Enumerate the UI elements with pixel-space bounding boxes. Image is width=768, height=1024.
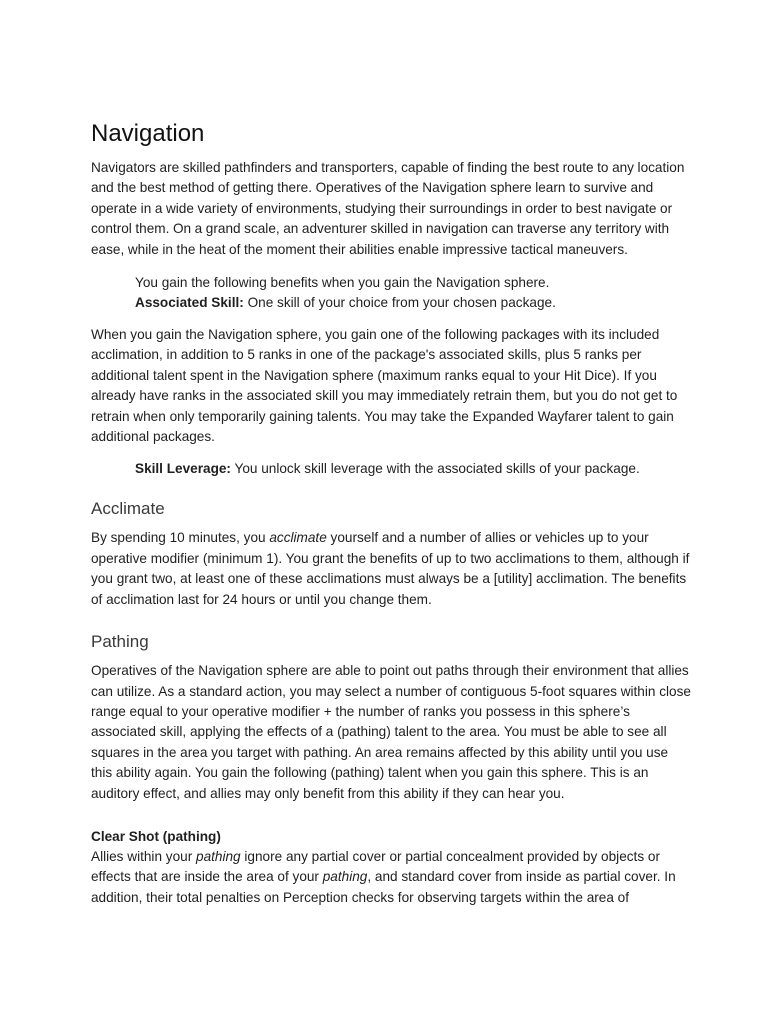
clear-shot-t1: Allies within your [91,848,197,864]
skill-leverage-line [91,459,691,479]
skill-leverage-text: You unlock skill leverage with the associated skills of your package. [230,461,640,477]
associated-skill-text: One skill of your choice from your chosen package. [243,295,556,311]
clear-shot-section [91,827,691,908]
clear-shot-title: Clear Shot (pathing) [91,828,221,844]
clear-shot-t3: , and standard cover from inside as partial cover. In addition, their total penalties on Perception checks for observing targets within the area of [91,869,676,905]
clear-shot-i2: pathing [322,869,368,885]
document-content [91,117,691,908]
benefits-line: You gain the following benefits when you gain the Navigation sphere. [135,275,550,291]
acclimate-heading: Acclimate [91,499,165,519]
intro-paragraph: Navigators are skilled pathfinders and transporters, capable of finding the best route to any location and the best method of getting there. Operatives of the Navigation sphere learn to survive and operate in a wide variety of environments, studying their surroundings in order to best navigate or control them. On a grand scale, an adventurer skilled in navigation can traverse any territory with ease, while in the heat of the moment their abilities enable impressive tactical maneuvers. [91,160,685,257]
page-title: Navigation [91,120,205,147]
acclimate-text-after: yourself and a number of allies or vehicles up to your operative modifier (minimum 1). You grant the benefits of up to two acclimations to them, although if you grant two, at least one of these acclimations must always be a [utility] acclimation. The benefits of acclimation last for 24 hours or until you change them. [91,530,690,607]
associated-skill-line [91,293,691,313]
clear-shot-paragraph [91,847,691,908]
benefits-block [91,273,691,313]
associated-skill-label: Associated Skill: [135,295,244,311]
skill-leverage-label: Skill Leverage: [135,461,231,477]
acclimate-italic: acclimate [269,530,327,546]
clear-shot-t2: ignore any partial cover or partial concealment provided by objects or effects that are inside the area of your [91,848,660,885]
pathing-heading: Pathing [91,632,149,652]
acclimate-text-before: By spending 10 minutes, you [91,530,270,546]
packages-paragraph: When you gain the Navigation sphere, you gain one of the following packages with its included acclimation, in addition to 5 ranks in one of the package's associated skills, plus 5 ranks per additional talent spent in the Navigation sphere (maximum ranks equal to your Hit Dice). If you already have ranks in the associated skill you may immediately retrain them, but you do not get to retrain when only temporarily gaining talents. You may take the Expanded Wayfarer talent to gain additional packages. [91,327,678,445]
acclimate-paragraph [91,528,691,610]
clear-shot-i1: pathing [196,848,241,864]
pathing-paragraph: Operatives of the Navigation sphere are able to point out paths through their environment that allies can utilize. As a standard action, you may select a number of contiguous 5-foot squares within close range equal to your operative modifier + the number of ranks you possess in this sphere’s associated skill, applying the effects of a (pathing) talent to the area. You must be able to see all squares in the area you target with pathing. An area remains affected by this ability until you use this ability again. You gain the following (pathing) talent when you gain this sphere. This is an auditory effect, and allies may only benefit from this ability if they can hear you. [91,663,691,801]
